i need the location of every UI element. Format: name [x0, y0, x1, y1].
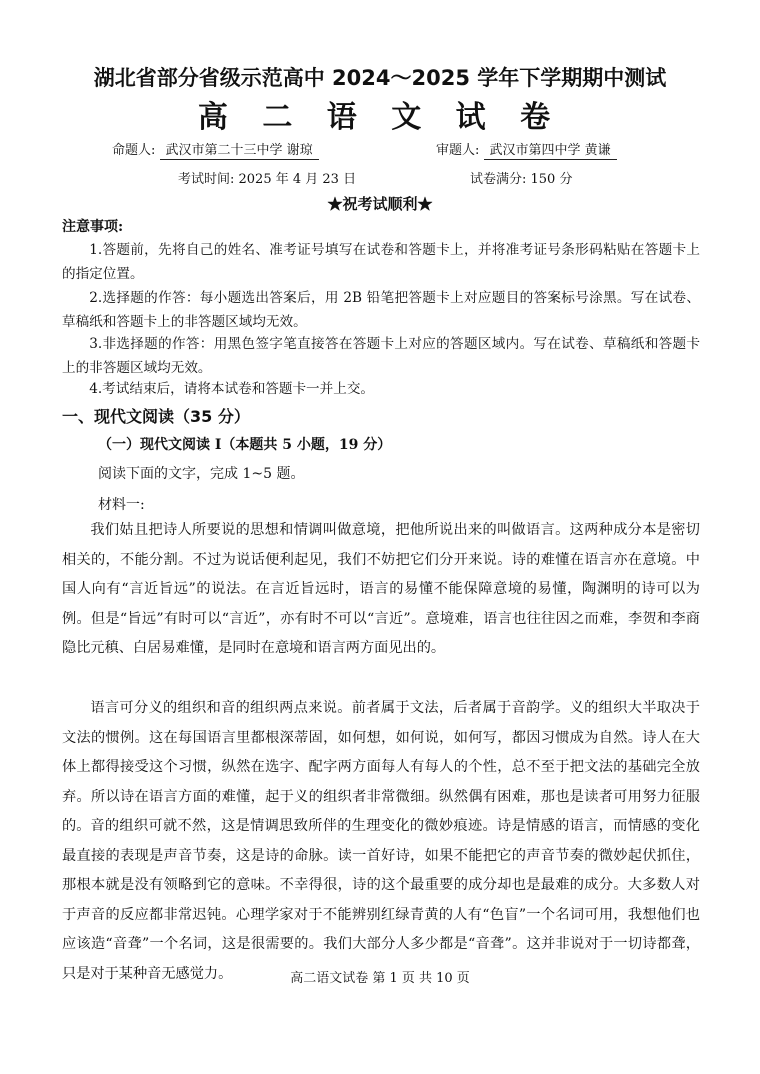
notice-heading: 注意事项: — [62, 219, 124, 235]
exam-score: 试卷满分: 150 分 — [470, 172, 573, 187]
setter-row — [112, 139, 319, 158]
material-paragraph-2: 语言可分义的组织和音的组织两点来说。前者属于文法，后者属于音韵学。义的组织大半取决于文法的惯例。这在每国语言里都根深蒂固，如何想，如何说，如何写，都因习惯成为自然。诗人在大体上都得接受这个习惯，纵然在选字、配字两方面每人有每人的个性，总不至于把文法的基础完全放弃。所以诗在语言方面的难懂，起于义的组织者非常微细。纵然偶有困难，那也是读者可用努力征服的。 — [62, 700, 700, 834]
reviewer-label: 审题人: — [436, 143, 480, 158]
reading-instruction: 阅读下面的文字，完成 1~5 题。 — [98, 466, 305, 482]
exam-time: 考试时间: 2025 年 4 月 23 日 — [178, 172, 357, 187]
page-footer: 高二语文试卷 第 1 页 共 10 页 — [290, 971, 470, 986]
notice-item-4: 4.考试结束后，请将本试卷和答题卡一并上交。 — [89, 381, 375, 397]
reviewer-value: 武汉市第四中学 黄谦 — [484, 143, 617, 160]
setter-label: 命题人: — [112, 143, 156, 158]
material-label: 材料一: — [98, 497, 145, 513]
material-paragraph-3: 音的组织可就不然，这是情调思致所伴的生理变化的微妙痕迹。诗是情感的语言，而情感的变化最直接的表现是声音节奏，这是诗的命脉。读一首好诗，如果不能把它的声音节奏的微妙起伏抓住，那根本就是没有领略到它的意味。不幸得很，诗的这个最重要的成分却也是最难的成分。大多数人对于声音的反应都非常迟钝。心理学家对于不能辨别红绿青黄的人有“色盲”一个名词可用，我想他们也应该造“音聋”一个名词，这是很需要的。我们大部分人多少都是“音聋”。这并非说对于一切诗都聋，只是对于某种音无感觉力。 — [62, 818, 700, 982]
paper-title: 高 二 语 文 试 卷 — [197, 100, 563, 135]
reviewer-row — [436, 139, 617, 158]
material-paragraph-1: 我们姑且把诗人所要说的思想和情调叫做意境，把他所说出来的叫做语言。这两种成分本是密切相关的，不能分割。不过为说话便利起见，我们不妨把它们分开来说。诗的难懂在语言亦在意境。中国人向有“言近旨远”的说法。在言近旨远时，语言的易懂不能保障意境的易懂，陶渊明的诗可以为例。但是“旨远”有时可以“言近”，亦有时不可以“言近”。意境难，语言也往往因之而难，李贺和李商隐比元稹、白居易难懂，是同时在意境和语言两方面见出的。 — [62, 522, 700, 656]
notice-item-2: 2.选择题的作答：每小题选出答案后，用 2B 铅笔把答题卡上对应题目的答案标号涂黑。写在试卷、草稿纸和答题卡上的非答题区域均无效。 — [62, 290, 700, 330]
notice-item-3: 3.非选择题的作答：用黑色签字笔直接答在答题卡上对应的答题区域内。写在试卷、草稿纸和答题卡上的非答题区域均无效。 — [62, 336, 700, 376]
setter-value: 武汉市第二十三中学 谢琼 — [160, 143, 319, 160]
exam-title: 湖北省部分省级示范高中 2024～2025 学年下学期期中测试 — [93, 66, 667, 90]
blessing-text: ★祝考试顺利★ — [327, 195, 433, 213]
notice-item-1: 1.答题前，先将自己的姓名、准考证号填写在试卷和答题卡上，并将准考证号条形码粘贴在答题卡上的指定位置。 — [62, 242, 700, 282]
section-heading: 一、现代文阅读（35 分） — [62, 407, 250, 426]
section-subheading: （一）现代文阅读 Ⅰ（本题共 5 小题，19 分） — [98, 437, 392, 453]
